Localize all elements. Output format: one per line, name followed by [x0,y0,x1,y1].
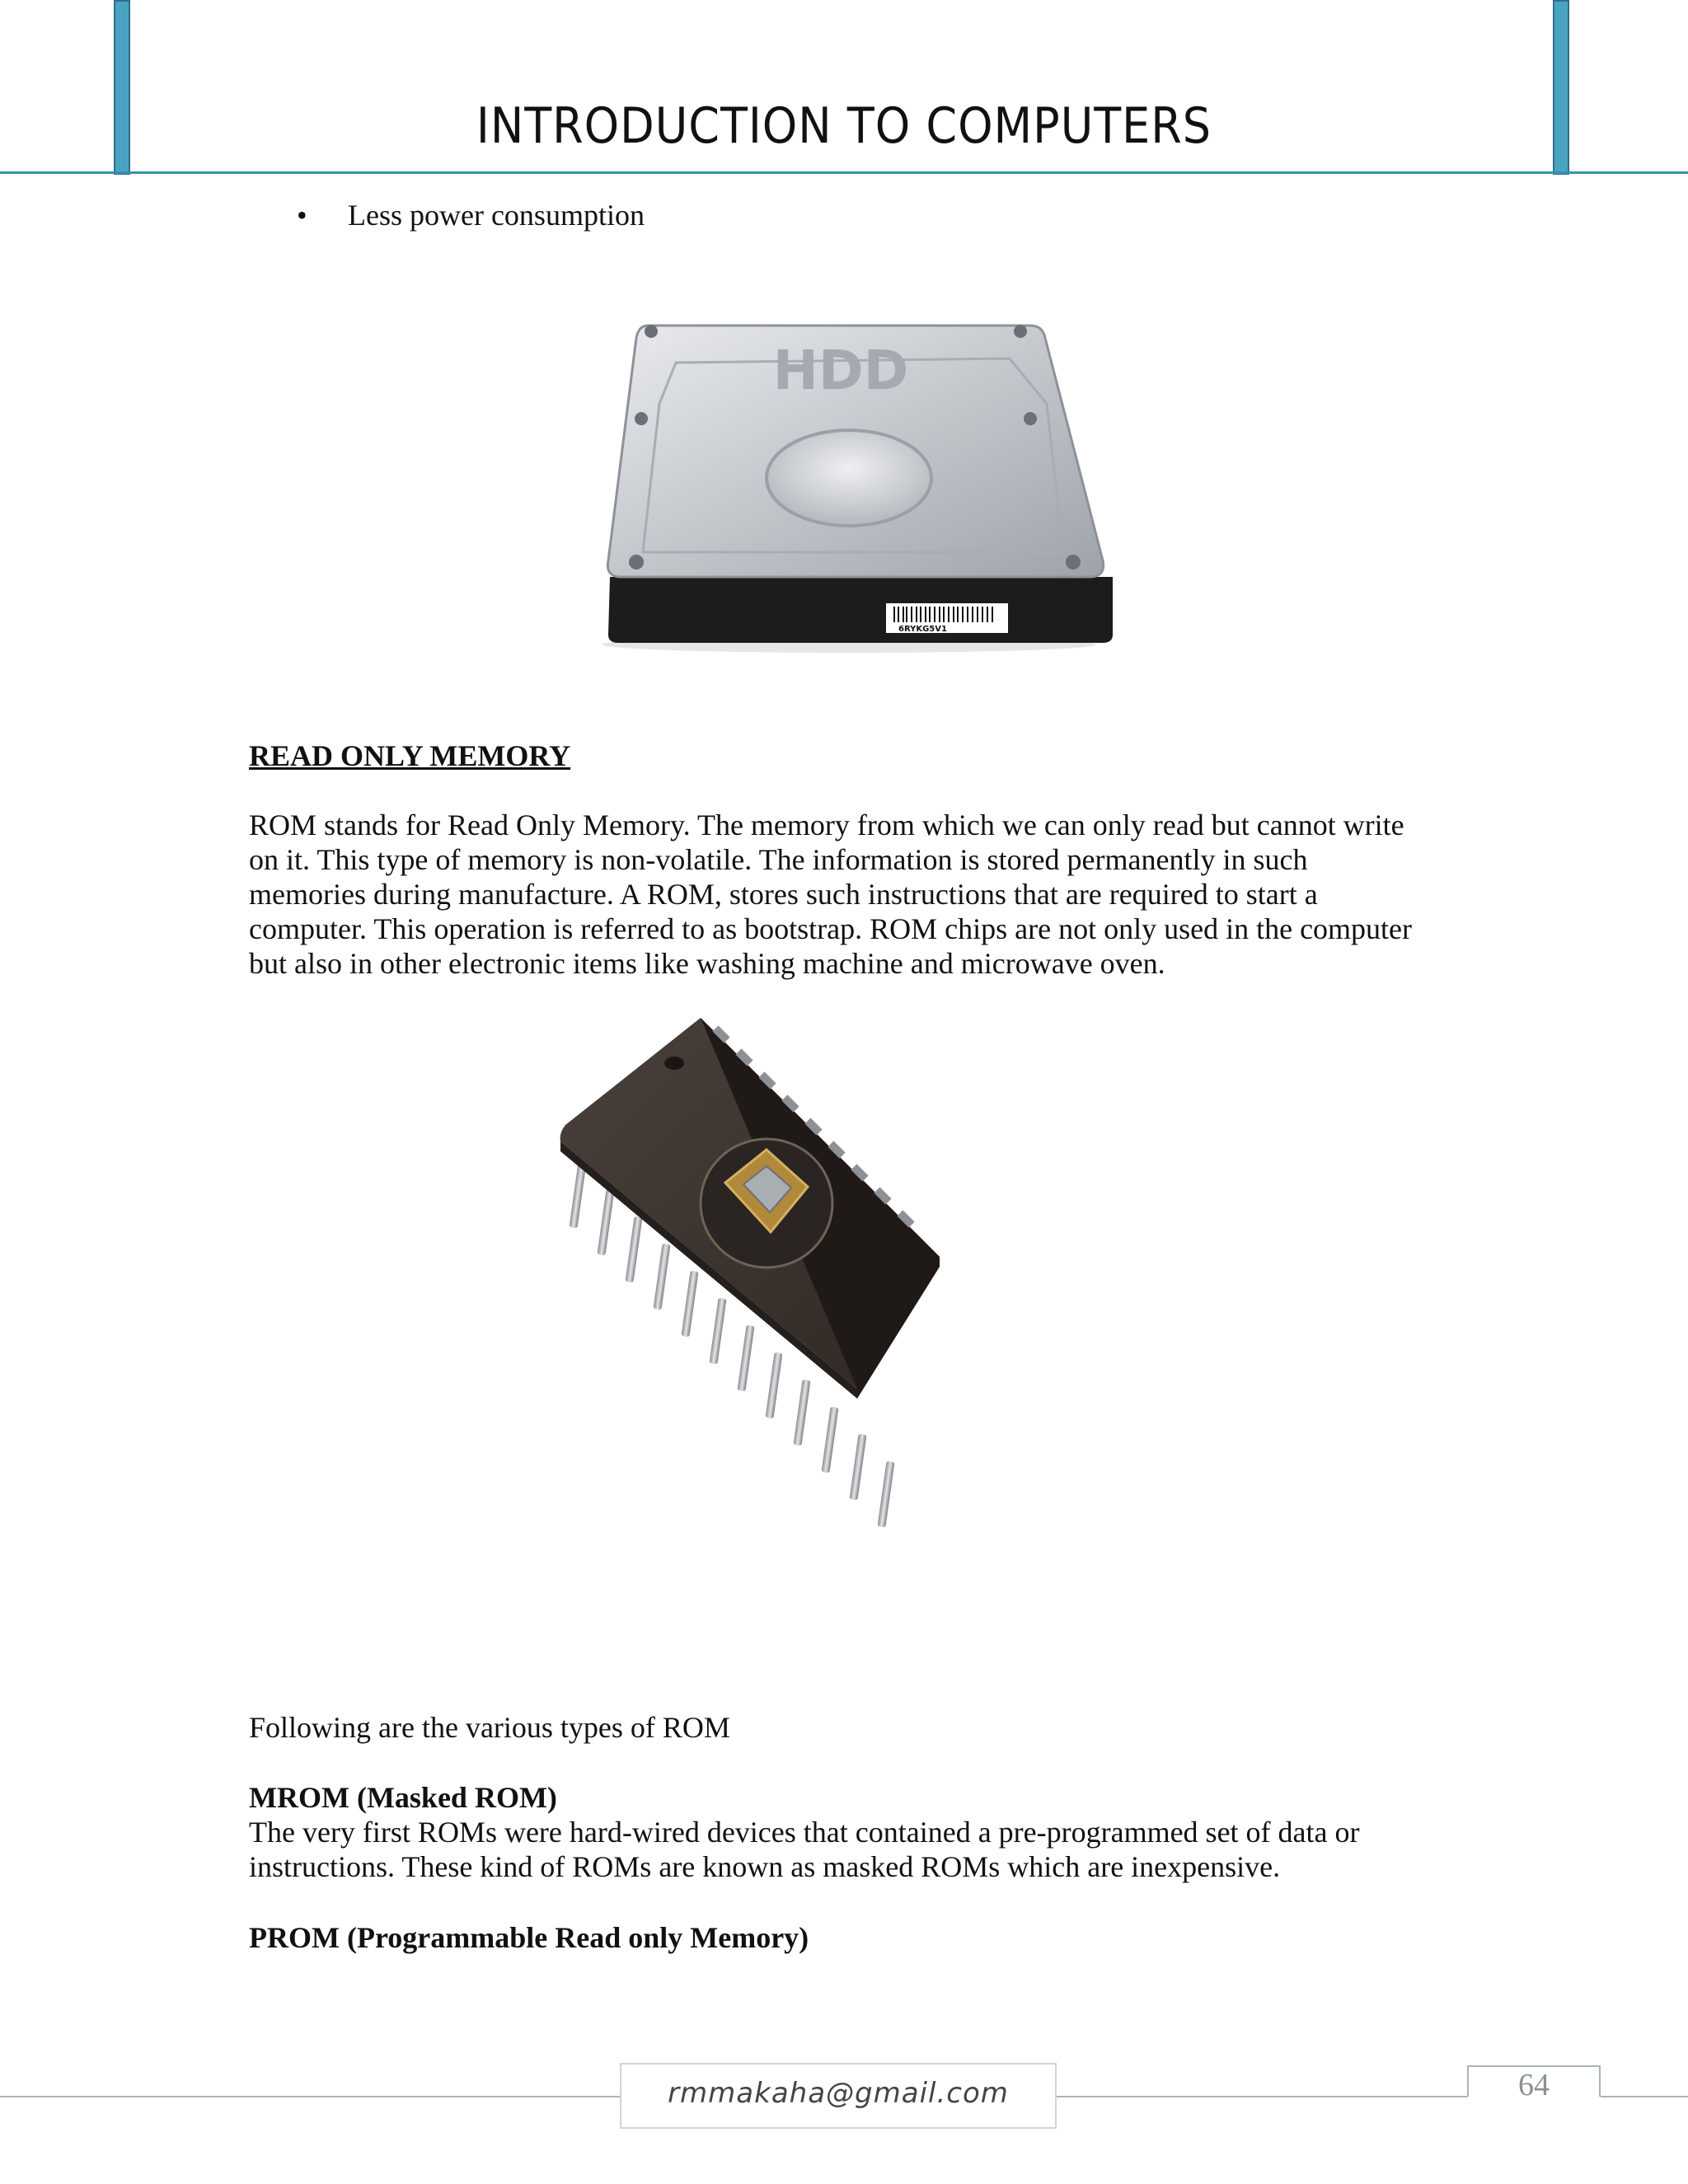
prom-heading: PROM (Programmable Read only Memory) [249,1921,809,1954]
footer-email: rmmakaha@gmail.com [668,2077,1009,2110]
footer-rule-middle [1057,2096,1467,2097]
footer-rule-right [1601,2096,1688,2097]
rom-chip-image [552,1010,1129,1586]
rom-paragraph [249,808,1469,981]
rom-paragraph-line: computer. This operation is referred to as bootstrap. ROM chips are not only used in the computer [249,912,1413,945]
bullet-text: Less power consumption [348,199,645,232]
mrom-paragraph [249,1815,1469,1884]
mrom-line: The very first ROMs were hard-wired devices that contained a pre-programmed set of data or [249,1816,1360,1849]
hdd-serial-text: 6RYKG5V1 [898,625,947,634]
hdd-image [569,313,1129,659]
header-rule [0,171,1688,174]
footer-rule-left [0,2096,620,2097]
page-header-title: INTRODUCTION TO COMPUTERS [476,97,1212,155]
rom-paragraph-line: on it. This type of memory is non-volatile. The information is stored permanently in such [249,843,1308,876]
mrom-line: instructions. These kind of ROMs are known as masked ROMs which are inexpensive. [249,1850,1281,1883]
rom-paragraph-line: but also in other electronic items like washing machine and microwave oven. [249,947,1165,980]
bullet-marker: • [297,199,307,232]
types-intro: Following are the various types of ROM [249,1711,730,1744]
page-number: 64 [1518,2068,1550,2102]
hdd-label-text: HDD [772,339,909,402]
mrom-heading: MROM (Masked ROM) [249,1781,557,1814]
rom-paragraph-line: memories during manufacture. A ROM, stores such instructions that are required to start a [249,878,1318,911]
rom-paragraph-line: ROM stands for Read Only Memory. The memory from which we can only read but cannot write [249,808,1404,841]
rom-section-heading: READ ONLY MEMORY [249,739,571,772]
